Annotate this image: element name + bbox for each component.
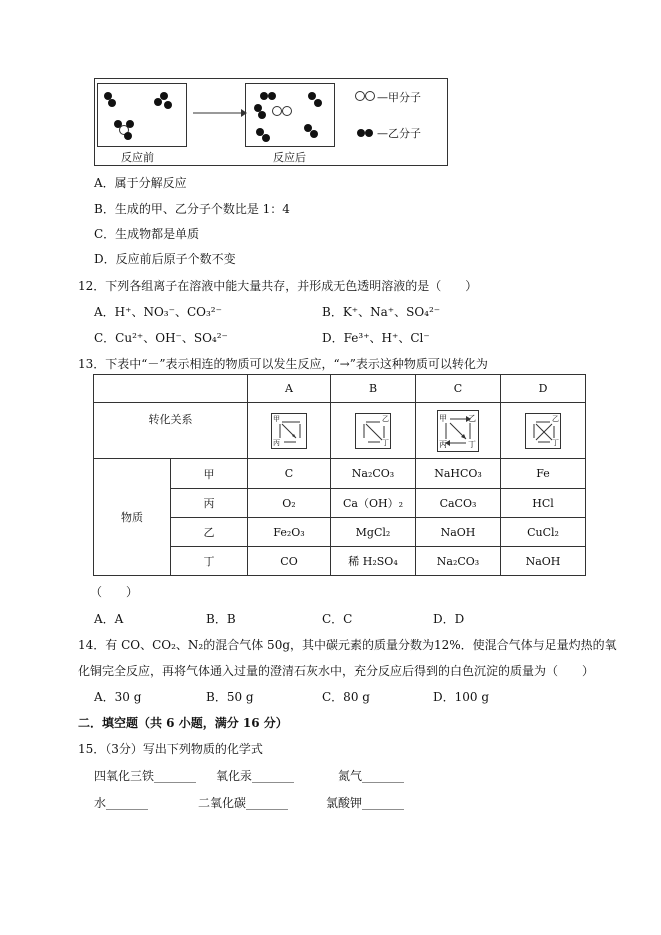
table-cell: Fe bbox=[501, 459, 586, 489]
row-name: 甲 bbox=[171, 459, 248, 489]
q11-option-c: C．生成物都是单质 bbox=[94, 227, 200, 241]
q13-option-c: C．C bbox=[322, 612, 353, 626]
q13-paren: （ ） bbox=[90, 585, 139, 599]
header-b: B bbox=[331, 375, 416, 403]
row-name: 乙 bbox=[171, 518, 248, 547]
relation-diagram-a: 甲 丙 bbox=[248, 403, 331, 459]
q15-stem: 15．（3分）写出下列物质的化学式 bbox=[78, 742, 263, 756]
before-label: 反应前 bbox=[121, 151, 154, 164]
table-cell: MgCl₂ bbox=[331, 518, 416, 547]
q14-option-b: B．50 g bbox=[206, 690, 254, 704]
legend-yi: —乙分子 bbox=[377, 127, 421, 140]
q13-option-b: B．B bbox=[206, 612, 236, 626]
q15-item: 氧化汞_______ bbox=[216, 769, 295, 783]
table-cell: HCl bbox=[501, 489, 586, 518]
q15-item: 水_______ bbox=[94, 796, 149, 810]
q13-table bbox=[93, 374, 586, 576]
q14-line1: 14．有 CO、CO₂、N₂的混合气体 50g，其中碳元素的质量分数为12%．使混合气体与足量灼热的氧 bbox=[78, 638, 617, 652]
row-name: 丁 bbox=[171, 547, 248, 576]
reaction-figure bbox=[94, 78, 448, 166]
section-title: 二．填空题（共 6 小题，满分 16 分） bbox=[78, 716, 288, 730]
table-cell: NaOH bbox=[416, 518, 501, 547]
q15-item: 二氧化碳_______ bbox=[198, 796, 289, 810]
q14-option-c: C．80 g bbox=[322, 690, 370, 704]
substance-label: 物质 bbox=[94, 459, 171, 576]
table-cell: Na₂CO₃ bbox=[331, 459, 416, 489]
relation-diagram-c: 甲 乙 丙 丁 bbox=[416, 403, 501, 459]
table-cell: Ca（OH）₂ bbox=[331, 489, 416, 518]
table-cell: 稀 H₂SO₄ bbox=[331, 547, 416, 576]
table-cell: CuCl₂ bbox=[501, 518, 586, 547]
q13-option-d: D．D bbox=[433, 612, 465, 626]
relation-diagram-d: 乙 丁 bbox=[501, 403, 586, 459]
after-box bbox=[245, 83, 335, 147]
q14-option-d: D．100 g bbox=[433, 690, 490, 704]
table-cell: Fe₂O₃ bbox=[248, 518, 331, 547]
q12-option-b: B．K⁺、Na⁺、SO₄²⁻ bbox=[322, 305, 441, 319]
after-label: 反应后 bbox=[273, 151, 306, 164]
q12-option-c: C．Cu²⁺、OH⁻、SO₄²⁻ bbox=[94, 331, 228, 345]
q13-stem: 13．下表中“－”表示相连的物质可以发生反应，“→”表示这种物质可以转化为 bbox=[78, 357, 488, 371]
legend-jia: —甲分子 bbox=[377, 91, 421, 104]
yi-molecule-icon bbox=[357, 129, 365, 137]
relation-label: 转化关系 bbox=[94, 403, 248, 459]
q12-option-d: D．Fe³⁺、H⁺、Cl⁻ bbox=[322, 331, 430, 345]
table-cell: NaHCO₃ bbox=[416, 459, 501, 489]
table-cell: CO bbox=[248, 547, 331, 576]
q14-option-a: A．30 g bbox=[94, 690, 142, 704]
q15-item: 氮气_______ bbox=[338, 769, 405, 783]
q11-option-a: A．属于分解反应 bbox=[94, 176, 187, 190]
q15-item: 氯酸钾_______ bbox=[326, 796, 405, 810]
q13-option-a: A．A bbox=[94, 612, 124, 626]
arrow-icon bbox=[191, 107, 247, 119]
q14-line2: 化铜完全反应，再将气体通入过量的澄清石灰水中，充分反应后得到的白色沉淀的质量为（ ） bbox=[78, 664, 595, 678]
table-cell: CaCO₃ bbox=[416, 489, 501, 518]
q11-option-d: D．反应前后原子个数不变 bbox=[94, 252, 236, 266]
row-name: 丙 bbox=[171, 489, 248, 518]
q15-item: 四氧化三铁_______ bbox=[94, 769, 197, 783]
before-box bbox=[97, 83, 187, 147]
q11-option-b: B．生成的甲、乙分子个数比是 1：4 bbox=[94, 202, 290, 216]
header-c: C bbox=[416, 375, 501, 403]
header-d: D bbox=[501, 375, 586, 403]
table-cell: NaOH bbox=[501, 547, 586, 576]
q12-option-a: A．H⁺、NO₃⁻、CO₃²⁻ bbox=[94, 305, 222, 319]
q12-stem: 12．下列各组离子在溶液中能大量共存，并形成无色透明溶液的是（ ） bbox=[78, 279, 478, 293]
table-cell: Na₂CO₃ bbox=[416, 547, 501, 576]
header-a: A bbox=[248, 375, 331, 403]
table-cell: O₂ bbox=[248, 489, 331, 518]
relation-diagram-b: 乙 丁 bbox=[331, 403, 416, 459]
jia-molecule-icon bbox=[355, 91, 365, 101]
table-cell: C bbox=[248, 459, 331, 489]
